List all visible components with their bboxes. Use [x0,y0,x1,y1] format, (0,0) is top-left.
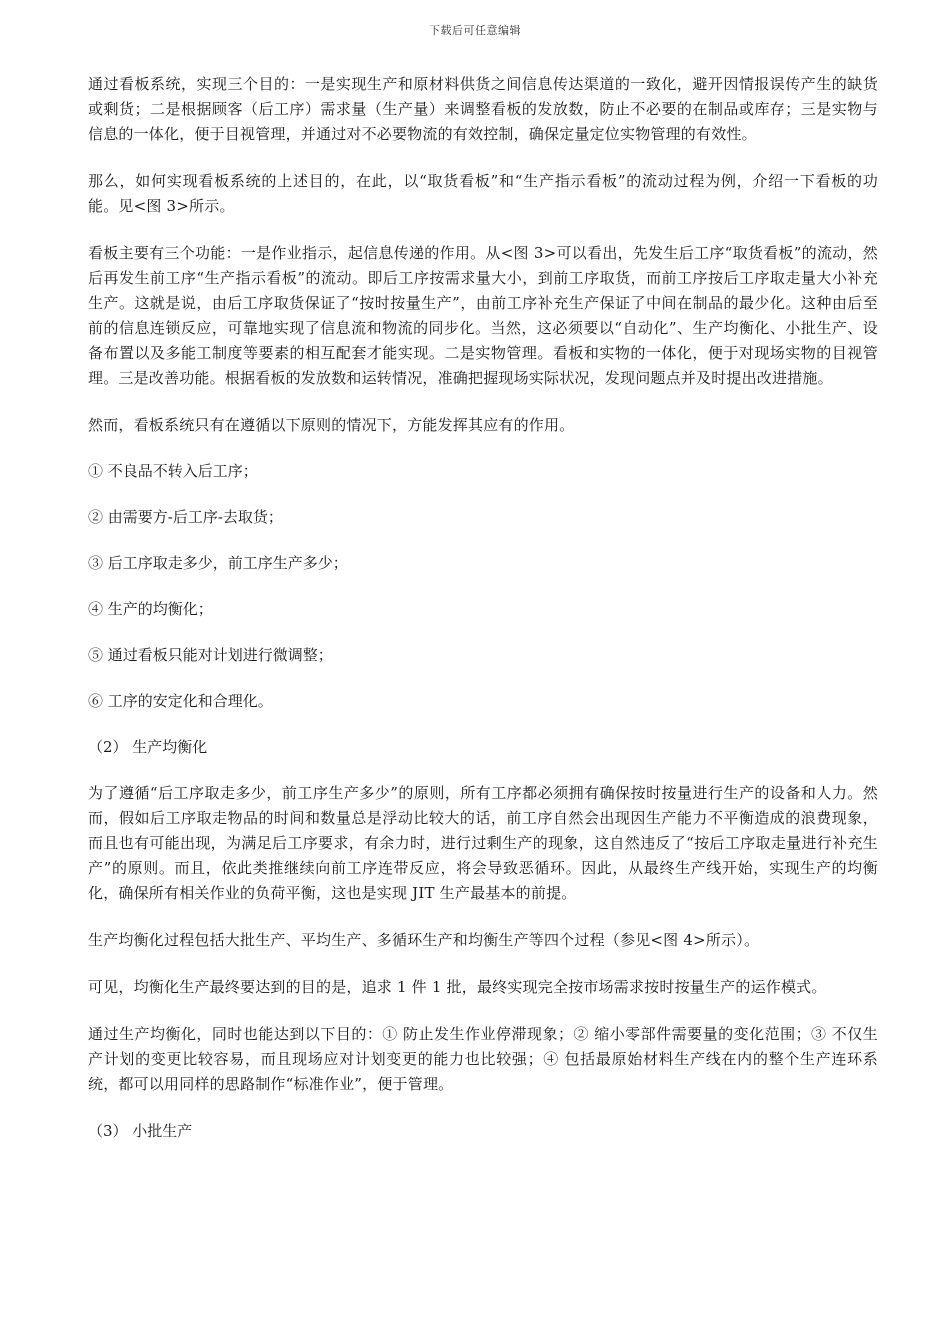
paragraph-kanban-intro: 那么，如何实现看板系统的上述目的，在此，以“取货看板”和“生产指示看板”的流动过程为例，介绍一下看板的功能。见<图 3>所示。 [88,172,878,215]
paragraph-kanban-goals: 通过看板系统，实现三个目的：一是实现生产和原材料供货之间信息传达渠道的一致化，避开因情报误传产生的缺货或剩货；二是根据顾客（后工序）需求量（生产量）来调整看板的发放数，防止不必要的在制品或库存；三是实物与信息的一体化，便于目视管理，并通过对不必要物流的有效控制，确保定量定位实物管理的有效性。 [88,75,878,143]
paragraph-leveling-process: 生产均衡化过程包括大批生产、平均生产、多循环生产和均衡生产等四个过程（参见<图 4>所示）。 [88,931,760,949]
principles-list [88,459,878,714]
section-heading-small-batch: （3） 小批生产 [88,1122,193,1140]
list-item: ① 不良品不转入后工序； [88,462,258,480]
list-item: ⑥ 工序的安定化和合理化。 [88,692,273,710]
document-body [88,72,878,1165]
paragraph-leveling-goal: 可见，均衡化生产最终要达到的目的是，追求 1 件 1 批，最终实现完全按市场需求按时按量生产的运作模式。 [88,978,827,996]
paragraph-leveling-benefits: 通过生产均衡化，同时也能达到以下目的：① 防止发生作业停滞现象；② 缩小零部件需要量的变化范围；③ 不仅生产计划的变更比较容易，而且现场应对计划变更的能力也比较强；④ 包括最原始材料生产线在内的整个生产连环系统，都可以用同样的思路制作“标准作业”，便于管理。 [88,1025,878,1093]
paragraph-kanban-functions: 看板主要有三个功能：一是作业指示，起信息传递的作用。从<图 3>可以看出，先发生后工序“取货看板”的流动，然后再发生前工序“生产指示看板”的流动。即后工序按需求量大小，到前工序取货，而前工序按后工序取走量大小补充生产。这就是说，由后工序取货保证了“按时按量生产”，由前工序补充生产保证了中间在制品的最少化。这种由后至前的信息连锁反应，可靠地实现了信息流和物流的同步化。当然，这必须要以“自动化”、生产均衡化、小批生产、设备布置以及多能工制度等要素的相互配套才能实现。二是实物管理。看板和实物的一体化，便于对现场实物的目视管理。三是改善功能。根据看板的发放数和运转情况，准确把握现场实际状况，发现问题点并及时提出改进措施。 [88,244,878,387]
list-item: ③ 后工序取走多少，前工序生产多少； [88,554,348,572]
paragraph-leveling-rationale: 为了遵循“后工序取走多少，前工序生产多少”的原则，所有工序都必须拥有确保按时按量进行生产的设备和人力。然而，假如后工序取走物品的时间和数量总是浮动比较大的话，前工序自然会出现因生产能力不平衡造成的浪费现象，而且也有可能出现，为满足后工序要求，有余力时，进行过剩生产的现象，这自然违反了“按后工序取走量进行补充生产”的原则。而且，依此类推继续向前工序连带反应，将会导致恶循环。因此，从最终生产线开始，实现生产的均衡化，确保所有相关作业的负荷平衡，这也是实现 JIT 生产最基本的前提。 [88,784,878,902]
list-item: ② 由需要方-后工序-去取货； [88,508,283,526]
section-heading-leveling: （2） 生产均衡化 [88,738,208,756]
list-item: ④ 生产的均衡化； [88,600,213,618]
paragraph-kanban-principles-intro: 然而，看板系统只有在遵循以下原则的情况下，方能发挥其应有的作用。 [88,416,575,434]
list-item: ⑤ 通过看板只能对计划进行微调整； [88,646,333,664]
page-header: 下载后可任意编辑 [429,24,521,37]
